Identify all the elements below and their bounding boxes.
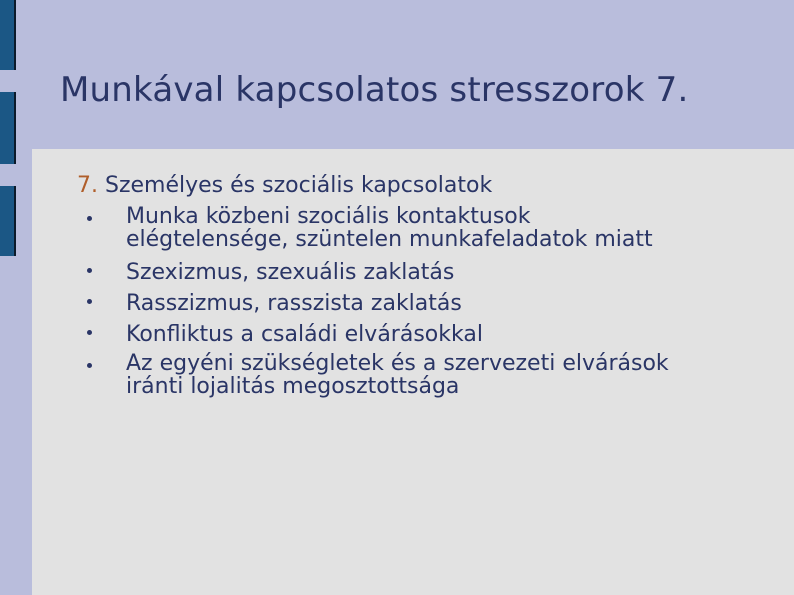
edge-decoration-bar xyxy=(0,0,16,70)
section-number: 7. xyxy=(77,173,98,198)
bullet-dot-icon xyxy=(87,363,92,368)
list-item xyxy=(77,201,686,251)
section-heading-text: Személyes és szociális kapcsolatok xyxy=(105,173,493,198)
bullet-dot-icon xyxy=(87,299,92,304)
list-item-text: Rasszizmus, rasszista zaklatás xyxy=(126,291,462,316)
bullet-dot-icon xyxy=(87,330,92,335)
edge-decoration-bar xyxy=(0,186,16,256)
list-item xyxy=(77,350,706,398)
list-item-text: Munka közbeni szociális kontaktusok elégtelensége, szüntelen munkafeladatok miatt xyxy=(126,204,653,252)
list-item xyxy=(77,288,767,319)
list-item xyxy=(77,257,767,288)
list-item-text: Az egyéni szükségletek és a szervezeti elvárások iránti lojalitás megosztottsága xyxy=(126,351,669,399)
bullet-dot-icon xyxy=(87,268,92,273)
list-item-text: Konfliktus a családi elvárásokkal xyxy=(126,322,483,347)
edge-decoration-bar xyxy=(0,92,16,164)
content-body xyxy=(77,170,767,398)
list-item-text: Szexizmus, szexuális zaklatás xyxy=(126,260,455,285)
bullet-list xyxy=(77,201,767,398)
section-heading xyxy=(77,170,767,201)
slide-title: Munkával kapcsolatos stresszorok 7. xyxy=(60,70,689,110)
bullet-dot-icon xyxy=(87,216,92,221)
list-item xyxy=(77,319,767,350)
